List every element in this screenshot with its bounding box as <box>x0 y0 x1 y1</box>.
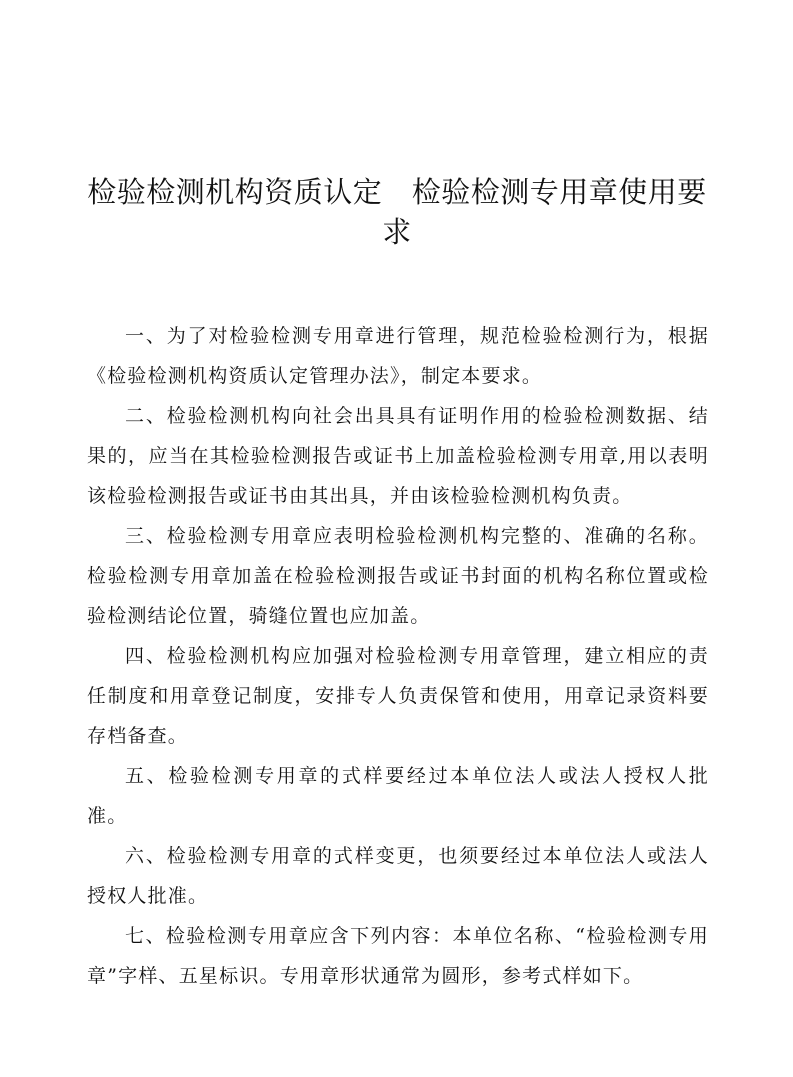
paragraph-4: 四、检验检测机构应加强对检验检测专用章管理，建立相应的责任制度和用章登记制度，安排专人负责保管和使用，用章记录资料要存档备查。 <box>87 645 709 747</box>
paragraph-6: 六、检验检测专用章的式样变更，也须要经过本单位法人或法人授权人批准。 <box>87 845 709 907</box>
paragraph-3: 三、检验检测专用章应表明检验检测机构完整的、准确的名称。检验检测专用章加盖在检验检测报告或证书封面的机构名称位置或检验检测结论位置，骑缝位置也应加盖。 <box>87 525 709 627</box>
paragraph-5: 五、检验检测专用章的式样要经过本单位法人或法人授权人批准。 <box>87 765 709 827</box>
paragraph-2: 二、检验检测机构向社会出具具有证明作用的检验检测数据、结果的，应当在其检验检测报告或证书上加盖检验检测专用章,用以表明该检验检测报告或证书由其出具，并由该检验检测机构负责。 <box>87 405 709 507</box>
paragraph-1: 一、为了对检验检测专用章进行管理，规范检验检测行为，根据《检验检测机构资质认定管理办法》，制定本要求。 <box>87 325 709 387</box>
document-body <box>87 316 709 996</box>
paragraph-7: 七、检验检测专用章应含下列内容：本单位名称、“检验检测专用章”字样、五星标识。专用章形状通常为圆形，参考式样如下。 <box>87 925 709 987</box>
document-title: 检验检测机构资质认定 检验检测专用章使用要求 <box>87 175 707 249</box>
